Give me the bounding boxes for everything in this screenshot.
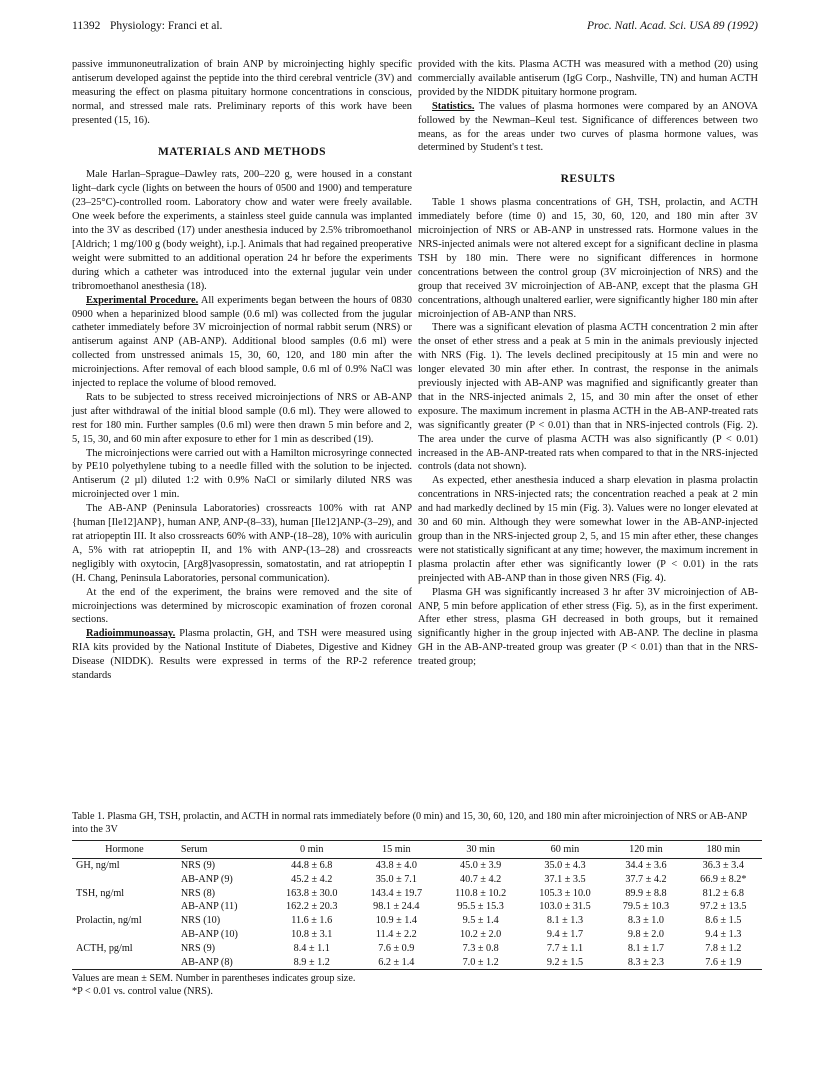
value-cell: 8.3 ± 2.3 (607, 956, 684, 970)
methods-paragraph-microinjection: The microinjections were carried out with a Hamilton microsyringe connected by PE10 polyethylene tubing to a needle filled with the solution to be injected. Antiserum (2 µl) diluted 1:2 with 0.9% NaCl or similarly diluted NRS was microinjected over 1 min. (72, 447, 412, 501)
procedure-text: All experiments began between the hours of 0830 0900 when a heparinized blood sample (0.6 ml) was collected from the jugular catheter immediately before 3V microinjection of normal rabbit serum (NRS) or antiserum against ANP (AB-ANP). Additional blood samples (0.6 ml) were collected from unstressed animals 15, 30, 60, 120, and 180 min after the microinjections. After removal of each blood sample, 0.6 ml of 0.9% NaCl was injected to replace the volume of blood removed. (72, 294, 412, 390)
table-row (72, 928, 762, 942)
hormone-cell: TSH, ng/ml (76, 887, 125, 899)
page-header (72, 20, 758, 38)
value-cell: 9.4 ± 1.7 (546, 928, 584, 940)
value-cell: 97.2 ± 13.5 (700, 901, 747, 913)
value-cell: 11.6 ± 1.6 (291, 915, 333, 927)
value-cell: 10.8 ± 3.1 (291, 928, 333, 940)
intro-paragraph: passive immunoneutralization of brain ANP by microinjecting highly specific antiserum developed against the peptide into the third cerebral ventricle (3V) and measuring the effect on plasma pituitary hormone concentrations in conscious, normal, and stressed male rats. Preliminary reports of this work have been presented (15, 16). (72, 59, 412, 126)
value-cell: 79.5 ± 10.3 (622, 901, 670, 913)
table-caption: Table 1. Plasma GH, TSH, prolactin, and ACTH in normal rats immediately before (0 min) and 15, 30, 60, 120, and 180 min after microinjection of NRS or AB-ANP into the 3V (72, 811, 747, 835)
value-cell: 45.0 ± 3.9 (460, 860, 502, 871)
serum-cell: AB-ANP (10) (180, 928, 238, 940)
value-cell: 143.4 ± 19.7 (370, 887, 423, 899)
methods-paragraph-animals: Male Harlan–Sprague–Dawley rats, 200–220 g, were housed in a constant light–dark cycle (lights on between the hours of 0500 and 1900) and temperature (23–25°C)-controlled room. Laboratory chow and water were freely available. One week before the experiments, a stainless steel guide cannula was implanted into the 3V as described (17) under anesthesia induced by 2.5% tribromoethanol [Aldrich; 1 mg/100 g (body weight), i.p.]. Animals that had regained preoperative weight were submitted to an additional operation 24 hr before the experiments during which a catheter was introduced into the external jugular vein under tribromoethanol anesthesia (18). (72, 169, 412, 292)
section-title-results: RESULTS (560, 173, 616, 186)
column-header: 180 min (685, 841, 762, 859)
value-cell: 95.5 ± 15.3 (457, 901, 504, 913)
right-column (418, 58, 758, 669)
results-paragraph-acth: There was a significant elevation of plasma ACTH concentration 2 min after the onset of ether stress and a peak at 5 min in the animals previously injected with NRS (Fig. 1). The levels declined precipitously at 15 min and were no longer elevated 30 min after ether. In contrast, the response in the animals previously injected with AB-ANP was magnified and significantly greater than that in the NRS-injected animals 2, 15, and 30 min after the onset of ether exposure. The maximum increment in plasma ACTH in the AB-ANP-treated rats was significantly greater (P < 0.01) than that in NRS-injected controls (Fig. 2). The area under the curve of plasma ACTH was also significantly (P < 0.01) increased in the AB-ANP-treated rats when compared to that in the NRS-injected controls (data not shown). (418, 322, 758, 473)
value-cell: 103.0 ± 31.5 (539, 901, 591, 913)
value-cell: 8.6 ± 1.5 (705, 915, 742, 927)
running-title: Physiology: Franci et al. (110, 20, 223, 32)
results-paragraph-table1: Table 1 shows plasma concentrations of GH, TSH, prolactin, and ACTH immediately before (time 0) and 15, 30, 60, 120, and 180 min after 3V microinjection of NRS or AB-ANP in unstressed rats. Hormone values in the NRS-injected animals were not altered except for a significant decline in plasma TSH by 180 min. There were no significant differences in hormone concentrations between the control group (3V microinjection of NRS) and the group that received 3V microinjection of AB-ANP, except that the plasma GH concentrations, although unaltered earlier, were significantly higher 180 min after microinjection of AB-ANP than NRS. (418, 197, 758, 320)
serum-cell: AB-ANP (11) (180, 901, 238, 913)
table-row (72, 914, 762, 928)
ria-continued-paragraph: provided with the kits. Plasma ACTH was measured with a method (20) using commercially available antiserum (IgG Corp., Nashville, TN) and human ACTH provided by the NIDDK pituitary hormone program. (418, 59, 758, 98)
table-footnote-significance: *P < 0.01 vs. control value (NRS). (72, 985, 213, 997)
value-cell: 81.2 ± 6.8 (702, 887, 744, 899)
results-paragraph-gh: Plasma GH was significantly increased 3 hr after 3V microinjection of AB-ANP, 5 min before application of ether stress (Fig. 5), as in the first experiment. After ether stress, plasma GH decreased in both groups, but it remained significantly higher in the group injected with AB-ANP. The decline in plasma GH in the AB-ANP-treated group was greater (P < 0.01) than that in the NRS-treated group; (418, 586, 758, 668)
value-cell: 6.2 ± 1.4 (354, 956, 439, 970)
methods-paragraph-stress: Rats to be subjected to stress received microinjections of NRS or AB-ANP just after withdrawal of the initial blood sample (0.6 ml). They were allowed to rest for 180 min. Further samples (0.6 ml) were then drawn 5 min before and 2, 5, 15, 30, and 60 min after exposure to ether for 1 min as described (19). (72, 391, 412, 445)
value-cell: 45.2 ± 4.2 (291, 873, 333, 885)
column-header: 30 min (439, 841, 523, 859)
value-cell: 7.6 ± 1.9 (685, 956, 762, 970)
serum-cell: AB-ANP (9) (180, 873, 233, 885)
value-cell: 9.5 ± 1.4 (462, 915, 499, 927)
ria-text: Plasma prolactin, GH, and TSH were measured using RIA kits provided by the National Institute of Diabetes, Digestive and Kidney Disease (NIDDK). Results were expressed in terms of the RP-2 reference standards (72, 628, 412, 682)
hormone-cell (72, 900, 177, 914)
value-cell: 44.8 ± 6.8 (291, 860, 333, 871)
subheading-statistics: Statistics. (432, 100, 475, 112)
hormone-cell: ACTH, pg/ml (76, 942, 133, 954)
value-cell: 7.0 ± 1.2 (439, 956, 523, 970)
section-title-methods: MATERIALS AND METHODS (157, 145, 327, 158)
table-row (72, 900, 762, 914)
value-cell: 163.8 ± 30.0 (286, 887, 338, 899)
column-header: 0 min (269, 841, 354, 859)
hormone-cell (72, 928, 177, 942)
page-number: 11392 (72, 20, 101, 32)
table-row (72, 942, 762, 956)
hormone-cell (72, 956, 177, 970)
serum-cell: NRS (8) (180, 887, 216, 899)
table-1 (72, 810, 762, 998)
value-cell: 43.8 ± 4.0 (375, 860, 417, 871)
journal-citation: Proc. Natl. Acad. Sci. USA 89 (1992) (587, 20, 758, 32)
value-cell: 9.4 ± 1.3 (705, 928, 742, 940)
value-cell: 89.9 ± 8.8 (625, 887, 667, 899)
methods-paragraph-procedure (72, 294, 412, 391)
value-cell: 40.7 ± 4.2 (460, 873, 502, 885)
hormone-cell: GH, ng/ml (76, 860, 120, 871)
value-cell: 8.1 ± 1.3 (546, 915, 584, 927)
table-body (72, 859, 762, 970)
table-row (72, 887, 762, 901)
value-cell: 7.3 ± 0.8 (462, 942, 499, 954)
value-cell: 11.4 ± 2.2 (375, 928, 417, 940)
table-row (72, 956, 762, 970)
subheading-experimental-procedure: Experimental Procedure. (86, 294, 199, 306)
column-header: Hormone (72, 841, 177, 859)
value-cell: 9.2 ± 1.5 (523, 956, 608, 970)
table-footnote-values: Values are mean ± SEM. Number in parentheses indicates group size. (72, 973, 356, 985)
value-cell: 34.4 ± 3.6 (625, 860, 667, 871)
value-cell: 7.8 ± 1.2 (705, 942, 742, 954)
value-cell: 10.9 ± 1.4 (375, 915, 417, 927)
value-cell: 7.7 ± 1.1 (546, 942, 584, 954)
column-header: 60 min (523, 841, 608, 859)
value-cell: 36.3 ± 3.4 (702, 860, 744, 871)
table-header-row (72, 841, 762, 859)
value-cell: 8.4 ± 1.1 (293, 942, 330, 954)
statistics-text: The values of plasma hormones were compared by an ANOVA followed by the Newman–Keul test. Significance of differences between two means, as for the areas under two curves of plasma hormone values, was determined by Student's t test. (418, 100, 758, 154)
value-cell: 8.3 ± 1.0 (627, 915, 665, 927)
results-paragraph-prolactin: As expected, ether anesthesia induced a sharp elevation in plasma prolactin concentrations in NRS-injected rats; the concentration reached a peak at 2 min and had markedly declined by 15 min (Fig. 3). Values were no longer elevated at 30 and 60 min. Although they were somewhat lower in the AB-ANP-injected group than in the NRS-injected group 2, 5, and 15 min after ether, these changes were not statistically significant at any time; however, the maximum increment in plasma prolactin after ether was significantly lower (P < 0.01) in the rats preinjected with AB-ANP than in those given NRS (Fig. 4). (418, 475, 758, 584)
methods-paragraph-histology: At the end of the experiment, the brains were removed and the site of microinjections was determined by microscopic examination of frozen coronal sections. (72, 586, 412, 626)
left-column (72, 58, 412, 683)
statistics-paragraph (418, 100, 758, 156)
serum-cell: AB-ANP (8) (177, 956, 270, 970)
value-cell: 35.0 ± 7.1 (375, 873, 417, 885)
serum-cell: NRS (9) (180, 942, 216, 954)
serum-cell: NRS (10) (180, 915, 221, 927)
value-cell: 110.8 ± 10.2 (455, 887, 507, 899)
methods-paragraph-ria (72, 627, 412, 683)
serum-cell: NRS (9) (180, 860, 216, 871)
column-header: 120 min (607, 841, 684, 859)
value-cell: 37.1 ± 3.5 (544, 873, 586, 885)
subheading-radioimmunoassay: Radioimmunoassay. (86, 628, 176, 640)
value-cell: 35.0 ± 4.3 (544, 860, 586, 871)
value-cell: 8.9 ± 1.2 (269, 956, 354, 970)
value-cell: 10.2 ± 2.0 (460, 928, 502, 940)
table-row (72, 859, 762, 873)
table-row (72, 873, 762, 887)
value-cell: 105.3 ± 10.0 (539, 887, 591, 899)
value-cell: 98.1 ± 24.4 (373, 901, 420, 913)
methods-paragraph-crossreactivity: The AB-ANP (Peninsula Laboratories) crossreacts 100% with rat ANP {human [Ile12]ANP}, human ANP, ANP-(8–33), human [Ile12]ANP-(3–29), and rat atriopeptin III. It also crossreacts 60% with ANP-(18–28), 10% with auriculin A, 5% with rat atriopeptin II, and 1% with ANP-(13–28) and crossreacts negligibly with oxytocin, [Arg8]vasopressin, somatostatin, and rat atriopeptin I (H. Chang, Peninsula Laboratories, personal communication). (72, 503, 412, 584)
value-cell: 66.9 ± 8.2* (700, 873, 747, 885)
value-cell: 8.1 ± 1.7 (627, 942, 665, 954)
value-cell: 7.6 ± 0.9 (378, 942, 415, 954)
hormone-cell: Prolactin, ng/ml (76, 915, 142, 927)
data-table (72, 840, 762, 970)
value-cell: 9.8 ± 2.0 (627, 928, 665, 940)
hormone-cell (72, 873, 177, 887)
column-header: Serum (177, 841, 270, 859)
value-cell: 37.7 ± 4.2 (625, 873, 667, 885)
column-header: 15 min (354, 841, 439, 859)
value-cell: 162.2 ± 20.3 (286, 901, 338, 913)
